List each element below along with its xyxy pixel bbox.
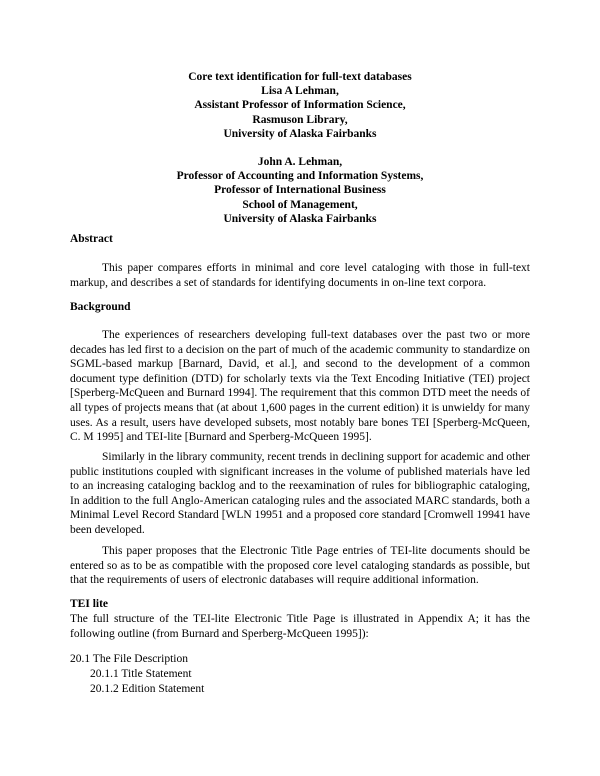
abstract-heading: Abstract [70,233,113,245]
author1-title: Assistant Professor of Information Science, [194,99,406,112]
author1-university: University of Alaska Fairbanks [223,127,377,140]
outline-item: 20.1.1 Title Statement [90,668,192,681]
abstract-text: This paper compares efforts in minimal and core level cataloging with those in full-text markup, and describes a set of standards for identifying documents in on-line text corpora. [70,262,530,289]
tei-paragraph [70,612,530,641]
tei-heading: TEI lite [70,598,109,610]
author2-title2: Professor of International Business [214,184,386,197]
author2-name: John A. Lehman, [257,156,343,169]
author2-school: School of Management, [242,198,358,211]
outline-item: 20.1 The File Description [70,653,188,665]
background-paragraph-1 [70,328,530,445]
paper-title: Core text identification for full-text databases [188,71,412,83]
background-p1-text: The experiences of researchers developing full-text databases over the past two or more decades has led first to a decision on the part of much of the academic community to standardize on SGML-based markup [Barnard, David, et al.], and second to the development of a common document type definition (DTD) for scholarly texts via the Text Encoding Initiative (TEI) project [Sperberg-McQueen and Burnard 1994]. The requirement that this common DTD meet the needs of all types of projects means that (at about 1,600 pages in the current edition) it is unwieldy for many uses. As a result, users have developed subsets, most notably bare bones TEI [Sperberg-McQueen, C. M 1995] and TEI-lite [Burnard and Sperberg-McQueen 1995]. [70,329,530,444]
author1-name: Lisa A Lehman, [261,85,339,98]
abstract-paragraph [70,261,530,290]
title-gap [0,141,600,155]
background-paragraph-2 [70,450,530,538]
background-p3-text: This paper proposes that the Electronic Title Page entries of TEI-lite documents should be entered so as to be as compatible with the proposed core level cataloging standards as possible, but that the requirements of users of electronic databases will require additional information. [70,545,530,587]
author1-library: Rasmuson Library, [252,113,348,126]
background-heading: Background [70,301,131,313]
background-p2-text: Similarly in the library community, recent trends in declining support for academic and other public institutions coupled with significant increases in the volume of published materials have led to an increasing cataloging backlog and to the reexamination of rules for bibliographic cataloging, In addition to the full Anglo-American cataloging rules and the associated MARC standards, both a Minimal Level Record Standard [WLN 19951 and a proposed core standard [Cromwell 19941 have been developed. [70,451,530,536]
background-paragraph-3 [70,544,530,588]
outline-item: 20.1.2 Edition Statement [90,683,205,696]
outline-list [70,652,204,698]
author2-title: Professor of Accounting and Information Systems, [176,170,424,183]
tei-text: The full structure of the TEI-lite Electronic Title Page is illustrated in Appendix A; it has the following outline (from Burnard and Sperberg-McQueen 1995]): [70,613,530,640]
title-block [0,70,600,226]
author2-university: University of Alaska Fairbanks [223,212,377,225]
